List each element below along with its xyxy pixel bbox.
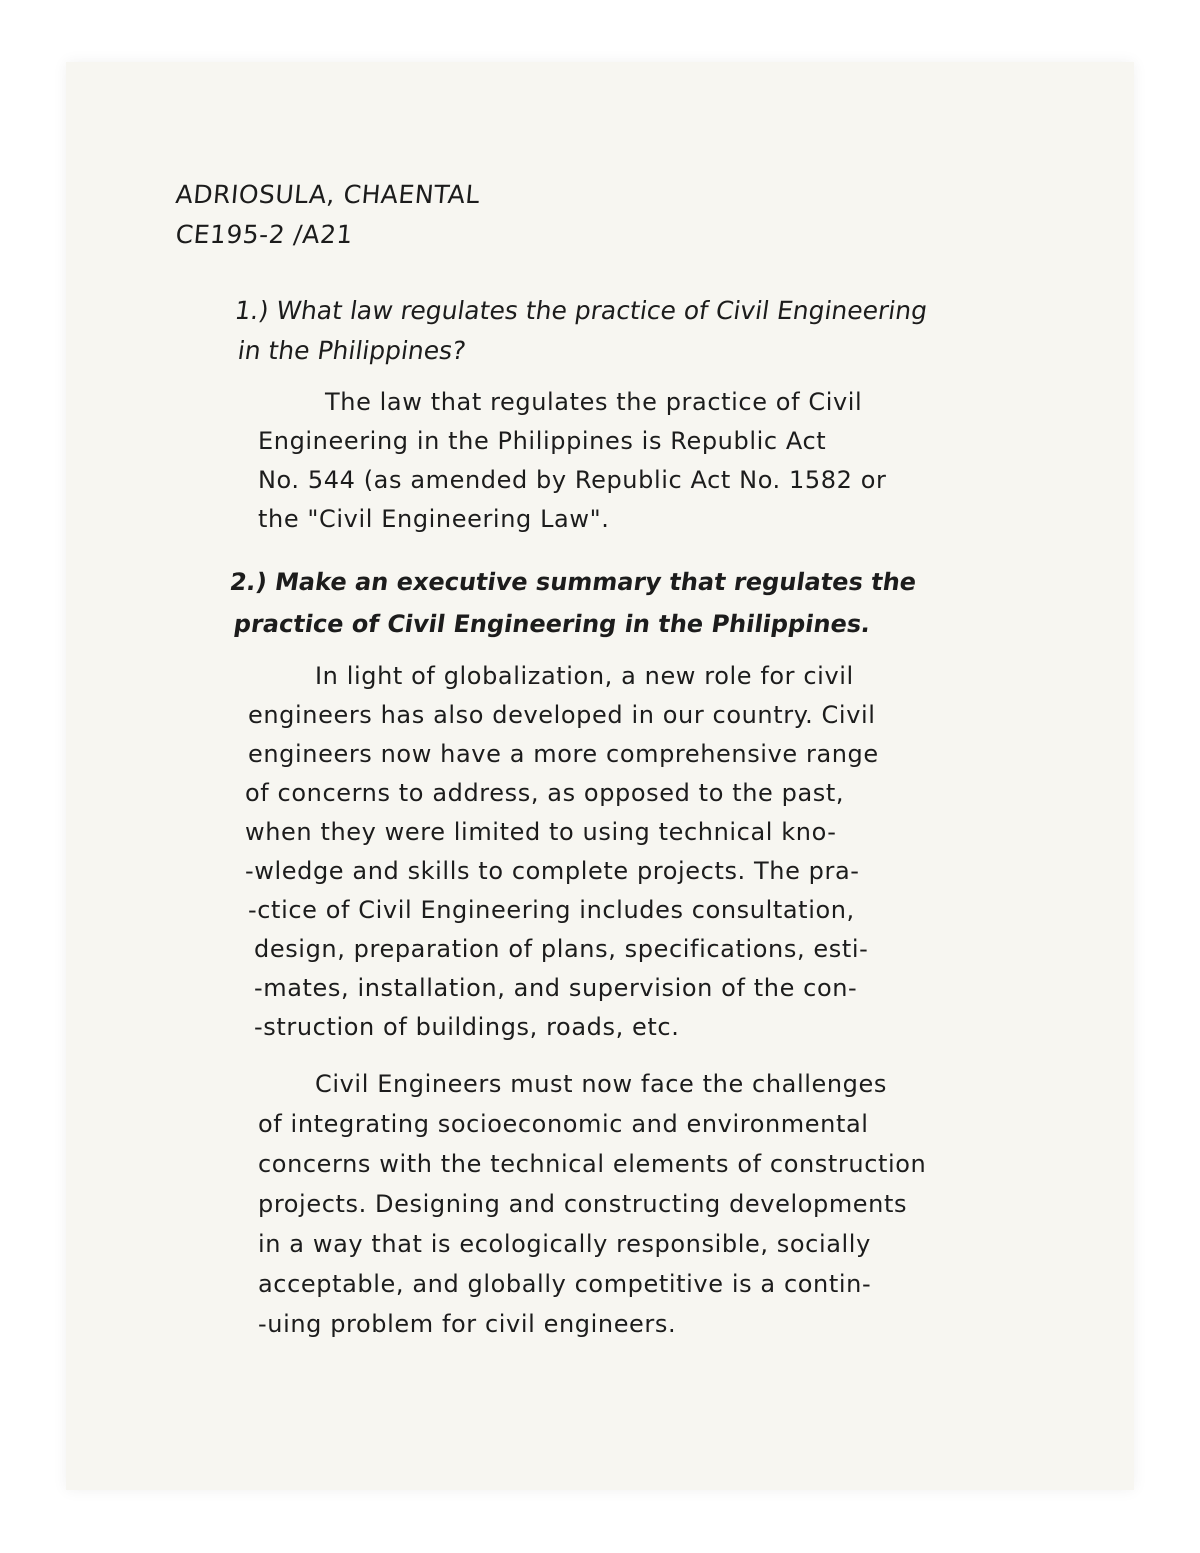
answer-2-line: -wledge and skills to complete projects. The pra- [245,857,860,885]
answer-2-line: Civil Engineers must now face the challenges [315,1070,887,1098]
answer-2-line: -mates, installation, and supervision of the con- [254,974,858,1002]
answer-2-line: projects. Designing and constructing developments [258,1190,908,1218]
answer-2-line: of concerns to address, as opposed to the past, [245,779,845,807]
question-2-line: 2.) Make an executive summary that regulates the [228,568,919,596]
answer-2-line: In light of globalization, a new role for civil [315,662,854,690]
answer-2-line: in a way that is ecologically responsible, socially [258,1230,871,1258]
answer-2-line: engineers now have a more comprehensive range [248,740,879,768]
answer-1-line: No. 544 (as amended by Republic Act No. 1582 or [258,466,887,494]
answer-2-line: -struction of buildings, roads, etc. [254,1013,680,1041]
answer-2-line: when they were limited to using technical kno- [245,818,837,846]
question-1-line: in the Philippines? [235,336,468,365]
answer-2-line: design, preparation of plans, specifications, esti- [254,935,869,963]
answer-1-line: Engineering in the Philippines is Republic Act [258,427,827,455]
student-name: ADRIOSULA, CHAENTAL [174,180,482,209]
answer-2-line: -uing problem for civil engineers. [258,1310,677,1338]
course-section: CE195-2 /A21 [174,220,355,249]
answer-2-line: concerns with the technical elements of construction [258,1150,927,1178]
answer-1-line: The law that regulates the practice of Civil [325,388,863,416]
answer-2-line: acceptable, and globally competitive is a contin- [258,1270,872,1298]
answer-2-line: -ctice of Civil Engineering includes consultation, [248,896,855,924]
answer-1-line: the "Civil Engineering Law". [258,505,610,533]
answer-2-line: of integrating socioeconomic and environmental [258,1110,869,1138]
question-2-line: practice of Civil Engineering in the Philippines. [232,610,873,638]
answer-2-line: engineers has also developed in our country. Civil [248,701,876,729]
question-1-line: 1.) What law regulates the practice of Civil Engineering [232,296,930,325]
